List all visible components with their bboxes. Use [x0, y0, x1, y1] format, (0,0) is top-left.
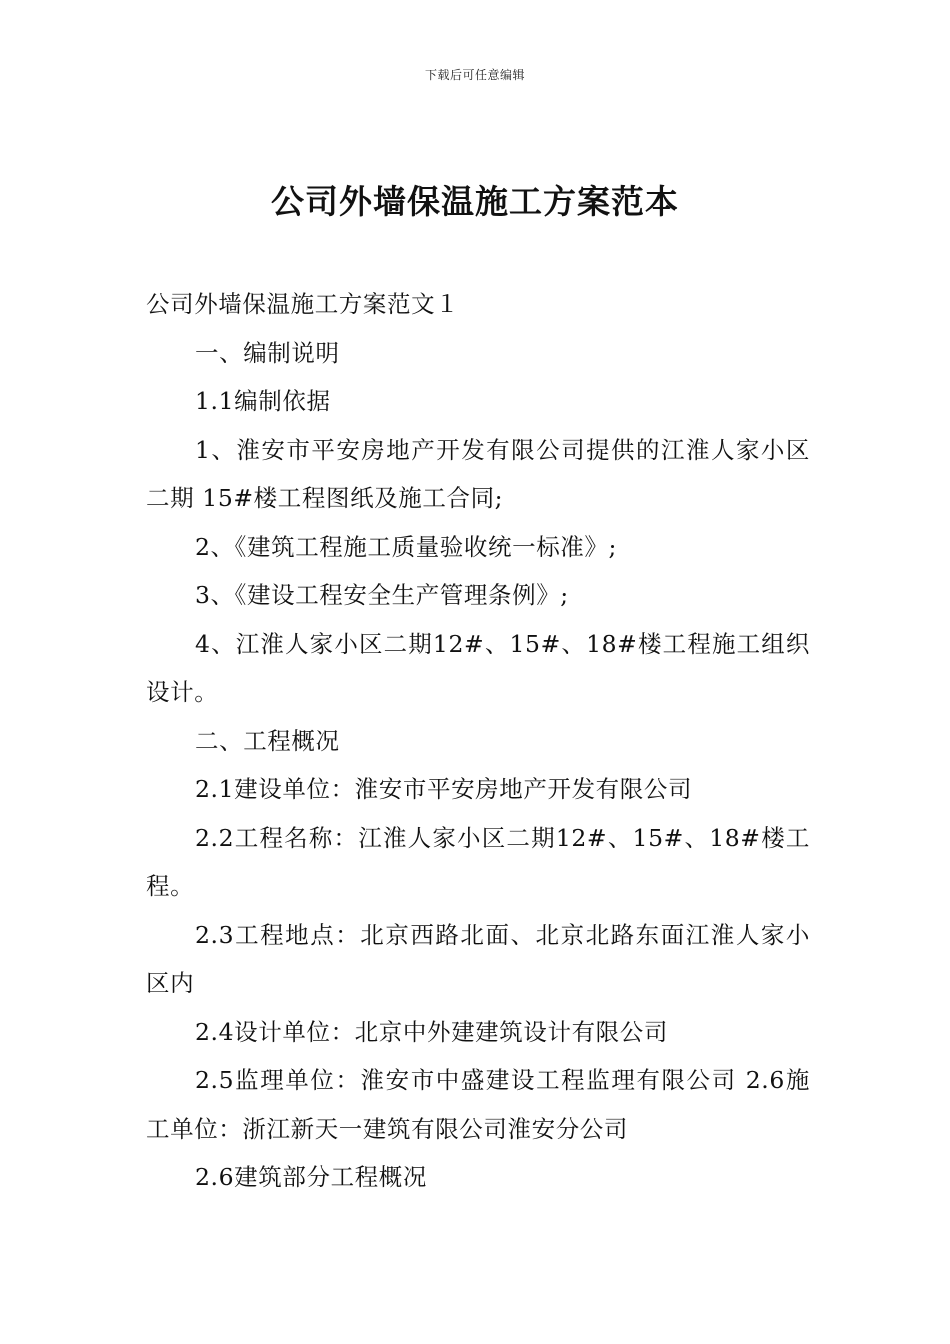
paragraph-overview-item: 2.1建设单位：淮安市平安房地产开发有限公司 — [195, 775, 693, 803]
paragraph-basis-item: 4、江淮人家小区二期12#、15#、18#楼工程施工组织设计。 — [146, 629, 810, 706]
paragraph-overview-item: 2.5监理单位：淮安市中盛建设工程监理有限公司 2.6施工单位：浙江新天一建筑有限公司淮安分公司 — [146, 1066, 810, 1143]
paragraph-overview-item: 2.3工程地点：北京西路北面、北京北路东面江淮人家小区内 — [146, 920, 810, 997]
paragraph-subsection-heading: 1.1编制依据 — [195, 387, 331, 415]
paragraph-subtitle: 公司外墙保温施工方案范文１ — [146, 290, 460, 318]
document-title: 公司外墙保温施工方案范本 — [271, 182, 679, 221]
document-body — [146, 280, 810, 1202]
paragraph-basis-item: 1、淮安市平安房地产开发有限公司提供的江淮人家小区二期 15#楼工程图纸及施工合同; — [146, 435, 810, 512]
paragraph-section-heading: 一、编制说明 — [195, 338, 340, 367]
paragraph-basis-item: 3、《建设工程安全生产管理条例》; — [195, 581, 569, 609]
paragraph-overview-item: 2.4设计单位：北京中外建建筑设计有限公司 — [195, 1017, 668, 1046]
paragraph-overview-item: 2.6建筑部分工程概况 — [195, 1163, 427, 1191]
header-note: 下载后可任意编辑 — [424, 68, 525, 82]
paragraph-basis-item: 2、《建筑工程施工质量验收统一标准》; — [195, 532, 618, 561]
paragraph-section-heading: 二、工程概况 — [195, 726, 340, 755]
paragraph-overview-item: 2.2工程名称：江淮人家小区二期12#、15#、18#楼工程。 — [146, 823, 810, 900]
